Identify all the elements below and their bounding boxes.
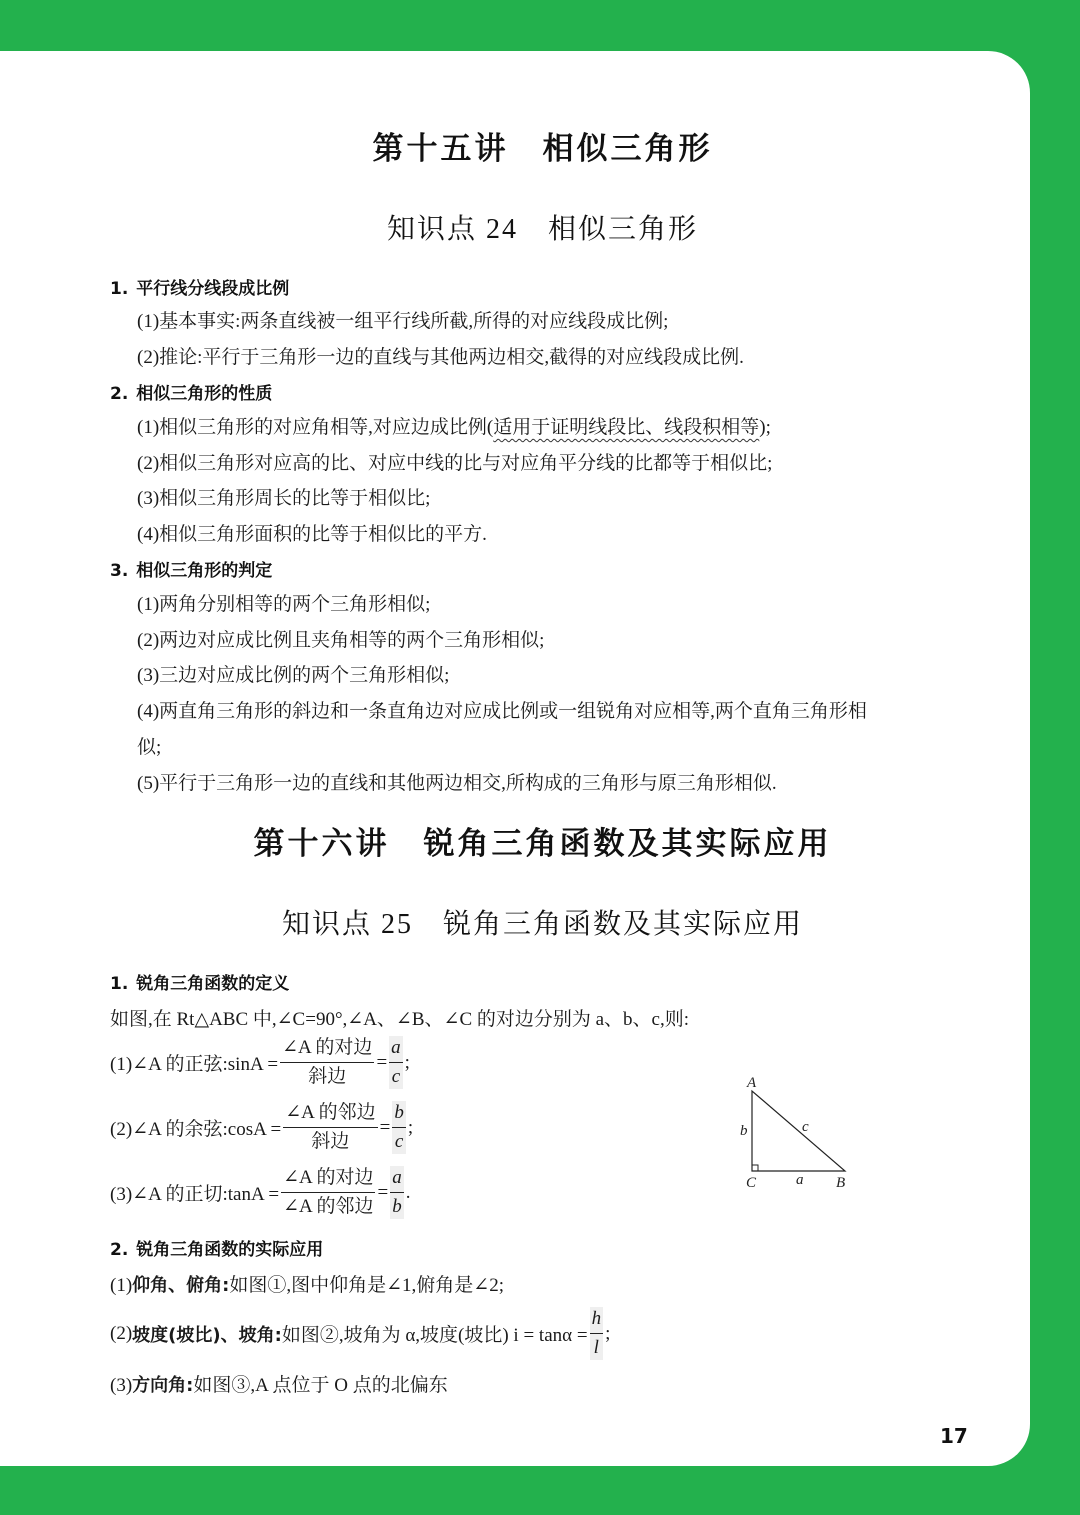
item-term: 方向角: [132,1375,194,1396]
section-heading [110,969,289,994]
svg-text:b: b [740,1123,748,1139]
numerator: ∠A 的对边 [280,1036,374,1063]
svg-text:C: C [746,1175,757,1191]
knowledge-point-24-title: 知识点 24 相似三角形 [386,214,698,245]
item-text: 如图②,坡角为 α,坡度(坡比) i = tanα = [281,1325,588,1346]
numerator: ∠A 的邻边 [283,1101,377,1128]
fraction [280,1036,374,1089]
item-number: (2) [110,1322,133,1344]
denominator: c [391,1066,401,1087]
definition-label: (1)∠A 的正弦:sinA = [110,1054,279,1075]
definition-label: (2)∠A 的余弦:cosA = [110,1119,282,1140]
punctuation: ; [605,1322,611,1344]
section-number: 1. [110,279,129,299]
list-item [110,1270,504,1297]
section-number: 2. [110,1240,129,1260]
item-term: 坡度(坡比)、坡角: [132,1324,282,1346]
definition-label: (3)∠A 的正切:tanA = [110,1184,280,1205]
svg-text:a: a [796,1172,804,1188]
definition-cosine [110,1101,413,1154]
wavy-underlined-note: 适用于证明线段比、线段积相等 [493,417,760,438]
list-item: (5)平行于三角形一边的直线和其他两边相交,所构成的三角形与原三角形相似. [137,773,777,794]
section-heading [110,274,289,299]
page-number: 17 [940,1424,968,1448]
list-item: (4)相似三角形面积的比等于相似比的平方. [137,524,487,545]
section-title: 锐角三角函数的实际应用 [136,1240,324,1260]
vertex-label-a: A [747,1075,757,1091]
denominator: 斜边 [311,1131,350,1152]
item-number: (3) [110,1375,133,1396]
item-text: ); [759,417,771,438]
fraction [389,1036,403,1089]
section-heading [110,379,272,404]
definition-tangent [110,1166,410,1219]
fraction [390,1166,404,1219]
knowledge-point-25-title: 知识点 25 锐角三角函数及其实际应用 [281,909,803,940]
list-item [110,1370,448,1397]
fraction [281,1166,375,1219]
denominator: l [593,1337,599,1358]
item-term: 仰角、俯角: [132,1275,230,1296]
right-triangle-figure [735,1071,865,1196]
item-number: (1) [110,1275,133,1296]
list-item: (1)两角分别相等的两个三角形相似; [137,594,431,615]
svg-text:B: B [836,1175,846,1191]
section-number: 2. [110,384,129,404]
list-item [110,1307,610,1360]
definition-sine [110,1036,410,1089]
numerator: a [389,1036,403,1063]
section-heading [110,556,272,581]
punctuation: ; [407,1116,414,1138]
equals-sign: = [376,1051,388,1073]
list-item: (3)三边对应成比例的两个三角形相似; [137,665,450,686]
section-title: 锐角三角函数的定义 [136,974,290,994]
lecture-15-title: 第十五讲 相似三角形 [372,131,713,167]
numerator: b [392,1101,406,1128]
item-text: (1)相似三角形的对应角相等,对应边成比例( [137,417,494,438]
section-heading [110,1235,323,1260]
fraction [283,1101,377,1154]
item-text: 如图①,图中仰角是∠1,俯角是∠2; [229,1275,504,1296]
denominator: ∠A 的邻边 [283,1196,374,1217]
punctuation: . [405,1181,411,1203]
fraction [590,1307,604,1360]
list-item: (2)相似三角形对应高的比、对应中线的比与对应角平分线的比都等于相似比; [137,453,773,474]
punctuation: ; [404,1051,410,1073]
list-item: (3)相似三角形周长的比等于相似比; [137,488,431,509]
intro-text: 如图,在 Rt△ABC 中,∠C=90°,∠A、∠B、∠C 的对边分别为 a、b、c,则: [110,1009,690,1030]
lecture-16-title: 第十六讲 锐角三角函数及其实际应用 [253,826,832,862]
list-item: (1)基本事实:两条直线被一组平行线所截,所得的对应线段成比例; [137,311,669,332]
svg-text:c: c [802,1119,809,1135]
list-item: (2)推论:平行于三角形一边的直线与其他两边相交,截得的对应线段成比例. [137,347,744,368]
denominator: b [392,1196,402,1217]
item-text: 如图③,A 点位于 O 点的北偏东 [193,1375,448,1396]
equals-sign: = [379,1116,391,1138]
numerator: a [390,1166,404,1193]
section-title: 相似三角形的判定 [136,561,273,581]
equals-sign: = [377,1181,389,1203]
page [0,51,1030,1466]
list-item [137,412,771,439]
section-title: 平行线分线段成比例 [136,279,290,299]
numerator: h [590,1307,604,1334]
denominator: c [394,1131,404,1152]
numerator: ∠A 的对边 [281,1166,375,1193]
list-item-continued: 似; [137,737,162,758]
list-item: (2)两边对应成比例且夹角相等的两个三角形相似; [137,630,545,651]
section-number: 1. [110,974,129,994]
denominator: 斜边 [308,1066,347,1087]
section-title: 相似三角形的性质 [136,384,273,404]
section-number: 3. [110,561,129,581]
list-item: (4)两直角三角形的斜边和一条直角边对应成比例或一组锐角对应相等,两个直角三角形相 [137,701,867,722]
fraction [392,1101,406,1154]
